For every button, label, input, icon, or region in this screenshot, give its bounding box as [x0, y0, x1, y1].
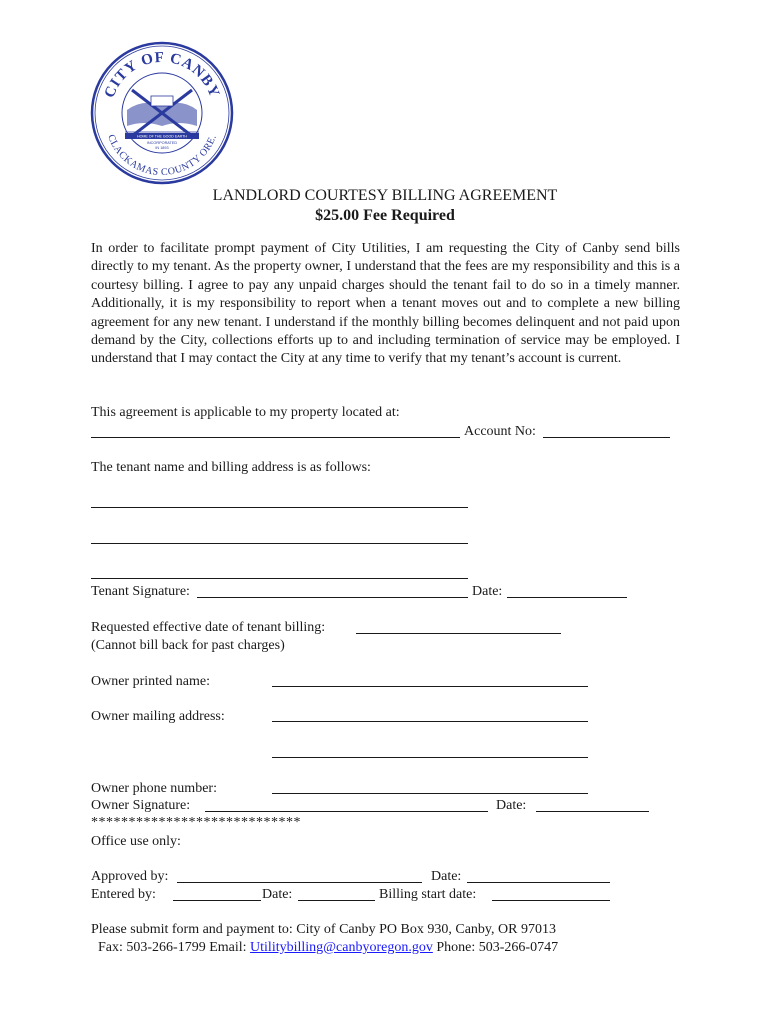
- owner-mailing-label: Owner mailing address:: [91, 709, 225, 724]
- owner-phone-label: Owner phone number:: [91, 781, 217, 796]
- agreement-paragraph: In order to facilitate prompt payment of City Utilities, I am requesting the City of Canby send bills directly to my tenant. As the property owner, I understand that the fees are my responsibility and this is a courtesy billing. I agree to pay any unpaid charges should the tenant fail to do so in a timely manner. Additionally, it is my responsibility to report when a tenant moves out and to complete a new billing agreement for any new tenant. I understand if the monthly billing becomes delinquent and not paid upon demand by the City, collections efforts up to and including termination of service may be employed. I understand that I may contact the City at any time to verify that my tenant’s account is current.: [91, 241, 680, 367]
- property-intro: This agreement is applicable to my property located at:: [91, 405, 400, 420]
- approved-date-label: Date:: [431, 869, 462, 884]
- approved-by-field[interactable]: [177, 882, 422, 883]
- submit-instructions: Please submit form and payment to: City of Canby PO Box 930, Canby, OR 97013: [91, 922, 556, 937]
- tenant-signature-field[interactable]: [197, 597, 468, 598]
- billing-start-field[interactable]: [492, 900, 610, 901]
- approved-by-label: Approved by:: [91, 869, 169, 884]
- effective-date-label: Requested effective date of tenant billing:: [91, 620, 326, 635]
- owner-date-field[interactable]: [536, 811, 649, 812]
- fee-notice: $25.00 Fee Required: [315, 207, 455, 224]
- owner-phone-field[interactable]: [272, 793, 588, 794]
- tenant-date-label: Date:: [472, 584, 503, 599]
- tenant-name-field[interactable]: [91, 507, 468, 508]
- effective-date-note: (Cannot bill back for past charges): [91, 638, 285, 653]
- contact-line: [98, 939, 558, 957]
- email-link[interactable]: Utilitybilling@canbyoregon.gov: [250, 940, 433, 955]
- owner-mailing-field-1[interactable]: [272, 721, 588, 722]
- billing-start-label: Billing start date:: [379, 887, 477, 902]
- effective-date-field[interactable]: [356, 633, 561, 634]
- page-title: LANDLORD COURTESY BILLING AGREEMENT: [212, 187, 558, 204]
- entered-date-label: Date:: [262, 887, 293, 902]
- tenant-signature-label: Tenant Signature:: [91, 584, 190, 599]
- tenant-address-field-2[interactable]: [91, 578, 468, 579]
- property-address-field[interactable]: [91, 437, 460, 438]
- owner-signature-label: Owner Signature:: [91, 798, 191, 813]
- seal-motto: HOME OF THE GOOD EARTH: [137, 134, 187, 139]
- seal-top-text: CITY OF CANBY: [101, 49, 223, 101]
- seal-bottom-text: CLACKAMAS COUNTY ORE.: [105, 133, 219, 179]
- section-divider: ****************************: [91, 815, 301, 830]
- owner-mailing-field-2[interactable]: [272, 757, 588, 758]
- owner-signature-field[interactable]: [205, 811, 488, 812]
- owner-date-label: Date:: [496, 798, 527, 813]
- phone-number: Phone: 503-266-0747: [436, 940, 559, 955]
- owner-printed-name-field[interactable]: [272, 686, 588, 687]
- seal-year: IN 1893: [155, 146, 169, 150]
- tenant-intro: The tenant name and billing address is as follows:: [91, 460, 371, 475]
- owner-printed-name-label: Owner printed name:: [91, 674, 210, 689]
- seal-incorporated: INCORPORATED: [146, 141, 178, 145]
- tenant-date-field[interactable]: [507, 597, 627, 598]
- entered-date-field[interactable]: [298, 900, 375, 901]
- fax-email-prefix: Fax: 503-266-1799 Email:: [98, 940, 247, 955]
- approved-date-field[interactable]: [467, 882, 610, 883]
- office-use-heading: Office use only:: [91, 834, 181, 849]
- tenant-address-field-1[interactable]: [91, 543, 468, 544]
- city-of-canby-seal: [89, 40, 235, 186]
- entered-by-field[interactable]: [173, 900, 261, 901]
- account-number-field[interactable]: [543, 437, 670, 438]
- account-label: Account No:: [464, 424, 536, 439]
- entered-by-label: Entered by:: [91, 887, 156, 902]
